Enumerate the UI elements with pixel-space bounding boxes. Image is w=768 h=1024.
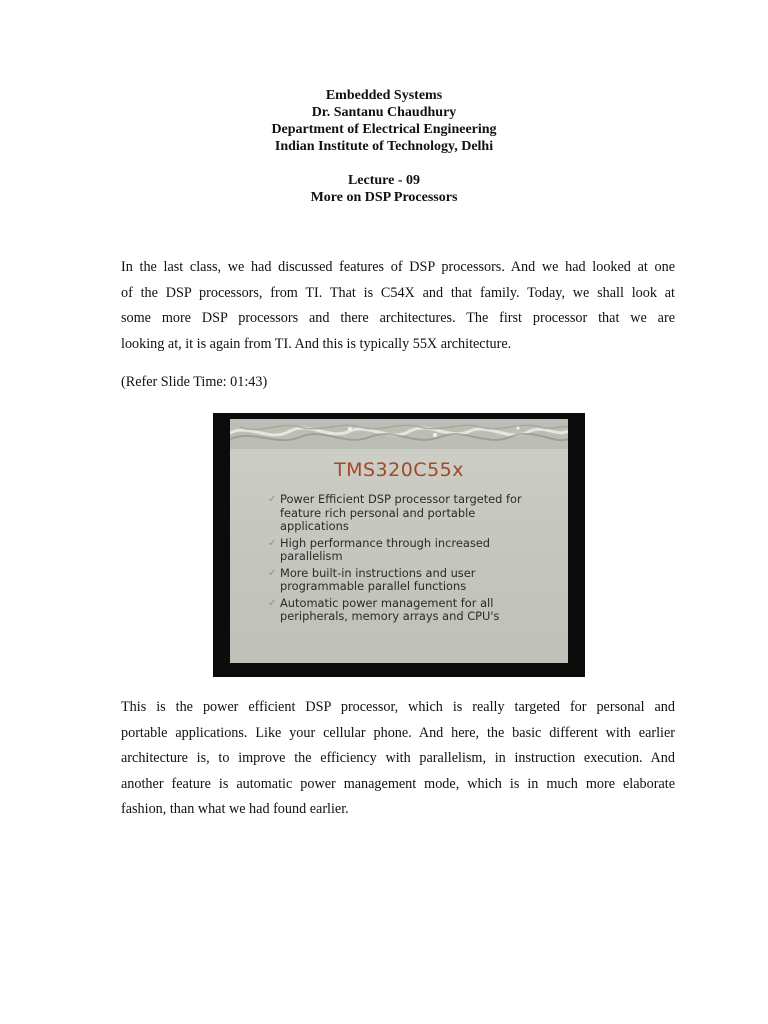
bullet-line: High performance through increased xyxy=(280,535,490,550)
lecture-number: Lecture - 09 xyxy=(347,173,421,188)
paragraph-line: portable applications. Like your cellular phone. And here, the basic different with earlier xyxy=(121,724,675,741)
slide-time-reference: (Refer Slide Time: 01:43) xyxy=(121,374,268,390)
bullet-line: Automatic power management for all xyxy=(280,595,494,610)
paragraph-line: of the DSP processors, from TI. That is C54X and that family. Today, we shall look at xyxy=(121,284,675,301)
department-name: Department of Electrical Engineering xyxy=(271,122,497,137)
bullet-line: peripherals, memory arrays and CPU's xyxy=(280,609,500,623)
slide-bullet xyxy=(268,493,558,534)
bullet-line: feature rich personal and portable xyxy=(280,505,476,520)
instructor-name: Dr. Santanu Chaudhury xyxy=(311,105,457,120)
slide-decorative-border xyxy=(230,419,568,449)
paragraph-line: In the last class, we had discussed features of DSP processors. And we had looked at one xyxy=(121,259,675,275)
check-bullet-icon: ✓ xyxy=(268,537,277,549)
bullet-line: parallelism xyxy=(280,549,343,563)
slide-explanation-paragraph xyxy=(121,695,675,823)
course-title: Embedded Systems xyxy=(325,88,443,103)
bullet-line: programmable parallel functions xyxy=(280,579,467,593)
bullet-line: More built-in instructions and user xyxy=(280,565,476,580)
institute-name: Indian Institute of Technology, Delhi xyxy=(274,139,494,154)
slide-bullet xyxy=(268,567,558,594)
check-bullet-icon: ✓ xyxy=(268,597,277,609)
slide-bullet-list xyxy=(268,493,558,627)
check-bullet-icon: ✓ xyxy=(268,494,277,505)
bullet-line: applications xyxy=(280,519,349,533)
paragraph-line: architecture is, to improve the efficiency with parallelism, in instruction execution. And xyxy=(121,750,675,766)
paragraph-line: fashion, than what we had found earlier. xyxy=(121,801,349,817)
check-bullet-icon: ✓ xyxy=(268,567,277,579)
intro-paragraph xyxy=(121,255,675,357)
paragraph-line: looking at, it is again from TI. And this is typically 55X architecture. xyxy=(121,335,512,352)
slide-image xyxy=(213,413,585,677)
paragraph-line: another feature is automatic power management mode, which is in much more elaborate xyxy=(121,775,675,792)
slide-bullet xyxy=(268,537,558,564)
paragraph-line: This is the power efficient DSP processor, which is really targeted for personal and xyxy=(121,699,675,715)
document-header xyxy=(0,87,768,206)
lecture-topic: More on DSP Processors xyxy=(310,190,458,205)
paragraph-line: some more DSP processors and there architectures. The first processor that we are xyxy=(121,310,675,326)
slide-bullet xyxy=(268,597,558,624)
slide-title: TMS320C55x xyxy=(333,459,464,481)
slide-content xyxy=(230,419,568,663)
bullet-line: Power Efficient DSP processor targeted for xyxy=(280,492,522,506)
